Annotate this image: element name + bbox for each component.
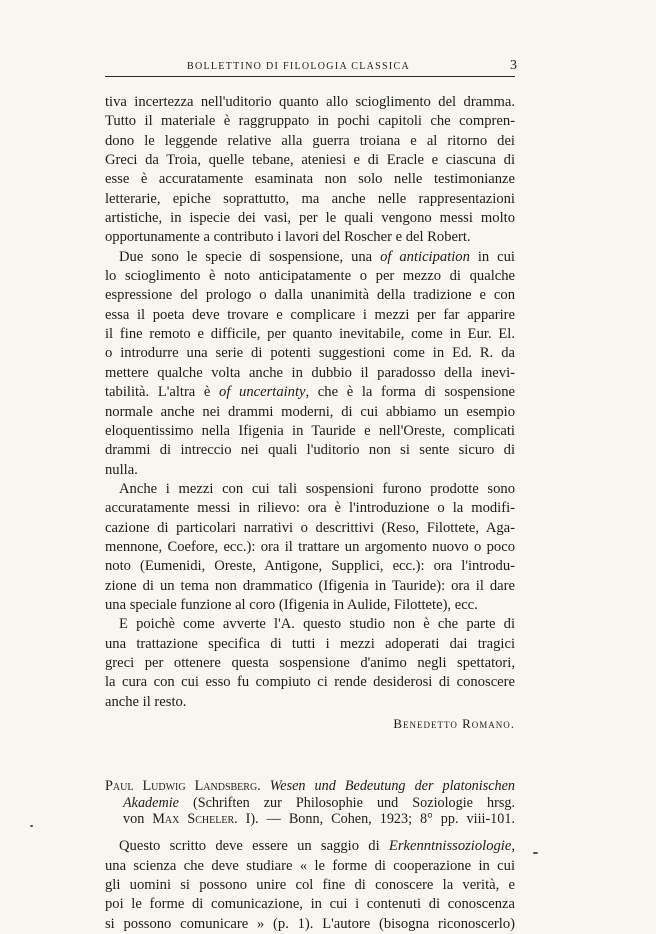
text-line: mettere qualche volta anche in dubbio il paradosso della inevi- xyxy=(105,364,515,381)
italic-phrase: of uncertainty xyxy=(219,384,306,401)
text-line: greci per ottenere questa sospensione d'animo negli spettatori, xyxy=(105,654,515,671)
text-line: nulla. xyxy=(105,461,138,478)
text-line: E poichè come avverte l'A. questo studio non è che parte di xyxy=(119,616,515,633)
text-line: Due sono le specie di sospensione, una of anticipation in cui xyxy=(119,248,515,265)
section-gap xyxy=(105,755,515,756)
text-line: opportunamente a contributo i lavori del Roscher e del Robert. xyxy=(105,229,471,246)
review-heading-line xyxy=(105,795,515,811)
review-series: (Schriften zur Philosophie und Soziologie hrsg. xyxy=(192,794,515,811)
text-line: eloquentissimo nella Ifigenia in Tauride e nell'Oreste, complicati xyxy=(105,422,515,439)
review-publication: . I). — Bonn, Cohen, 1923; 8° pp. viii-101. xyxy=(234,810,515,827)
paragraph xyxy=(105,93,515,248)
text-line: essa il poeta deve trovare e complicare i mezzi per far apparire xyxy=(105,306,515,323)
text-line: Tutto il materiale è raggruppato in pochi capitoli che compren- xyxy=(105,113,515,130)
text-line: lo scioglimento è noto anticipatamente o per mezzo di qualche xyxy=(105,268,515,285)
review-heading xyxy=(105,778,515,827)
text-line: cazione di particolari narrativi o descrittivi (Reso, Filottete, Aga- xyxy=(105,519,515,536)
text-line: letterarie, epiche soprattutto, ma anche nelle rappresentazioni xyxy=(105,190,515,207)
paragraph xyxy=(105,480,515,615)
text-line: tabilità. L'altra è of uncertainty, che è la forma di sospensione xyxy=(105,384,515,401)
review-heading-line xyxy=(105,811,515,827)
review-von: von xyxy=(123,810,145,827)
text-line: il fine remoto e difficile, per quanto inevitabile, come in Eur. El. xyxy=(105,326,515,343)
text-line: o introdurre una serie di potenti suggestioni come in Ed. R. da xyxy=(105,345,515,362)
italic-phrase: of anticipation xyxy=(380,248,470,265)
text-line: noto (Eumenidi, Oreste, Antigone, Supplici, ecc.): ora l'introdu- xyxy=(105,558,515,575)
review-body-line: una scienza che deve studiare « le forme di cooperazione in cui xyxy=(105,857,515,874)
review-body-line: gli uomini si possono unire col fine di conoscere la verità, e xyxy=(105,876,515,893)
page xyxy=(105,58,515,934)
review-title-line2: Akademie xyxy=(123,794,179,811)
review-body-line: poi le forme di comunicazione, in cui i contenuti di conoscenza xyxy=(105,896,515,913)
text-line: una trattazione specifica di tutti i mezzi adoperati dai tragici xyxy=(105,635,515,652)
text-line: una speciale funzione al coro (Ifigenia in Aulide, Filottete), ecc. xyxy=(105,596,478,613)
review-heading-line xyxy=(105,778,515,794)
text-line: zione di un tema non drammatico (Ifigenia in Tauride): ora il dare xyxy=(105,577,515,594)
text-line: tiva incertezza nell'uditorio quanto allo scioglimento del dramma. xyxy=(105,94,515,110)
running-title: BOLLETTINO DI FILOLOGIA CLASSICA xyxy=(187,61,410,72)
running-header xyxy=(105,58,515,77)
review-author: Paul Ludwig Landsberg. xyxy=(105,778,261,795)
paragraphs xyxy=(105,93,515,712)
page-number: 3 xyxy=(510,58,517,73)
review-body-line: si possono comunicare » (p. 1). L'autore (bisogna riconoscerlo) xyxy=(105,915,515,932)
review-body-text: Questo scritto deve essere un saggio di xyxy=(119,838,380,855)
text-line: dono le leggende relative alla guerra troiana e al ritorno dei xyxy=(105,132,515,149)
review-body-lines xyxy=(105,857,515,934)
review-body-line xyxy=(105,837,515,856)
print-speck xyxy=(533,852,538,854)
review-editor: Max Scheler xyxy=(152,810,235,827)
paragraph xyxy=(105,248,515,480)
text-line: la cura con cui esso fu compiuto ci rende desiderosi di conoscere xyxy=(105,674,515,691)
text-line: Greci da Troia, quelle tebane, ateniesi e di Eracle e ciascuna di xyxy=(105,152,515,169)
text-line: drammi di intreccio nei quali l'uditorio non si sente sicuro di xyxy=(105,442,515,459)
text-line: Anche i mezzi con cui tali sospensioni furono prodotte sono xyxy=(119,480,515,497)
text-line: esse è accuratamente esaminata non solo nelle testimonianze xyxy=(105,171,515,188)
print-speck xyxy=(30,825,33,827)
text-line: espressione del prologo o dalla unanimità della tradizione e con xyxy=(105,287,515,304)
paragraph xyxy=(105,615,515,712)
text-line: anche il resto. xyxy=(105,693,187,710)
text-line: mennone, Coefore, ecc.): ora il trattare un argomento nuovo o poco xyxy=(105,538,515,555)
text-line: normale anche nei drammi moderni, di cui abbiamo un esempio xyxy=(105,403,515,420)
signature: Benedetto Romano. xyxy=(393,716,515,731)
text-line: accuratamente messi in rilievo: ora è l'introduzione o la modifi- xyxy=(105,500,515,517)
review-term: Erkenntnissoziologie, xyxy=(388,838,515,855)
text-line: artistiche, in ispecie dei vasi, per le quali vengono messi molto xyxy=(105,210,515,227)
review-title-line1: Wesen und Bedeutung der platonischen xyxy=(269,778,516,795)
review-body xyxy=(105,837,515,934)
article-body xyxy=(105,93,515,934)
